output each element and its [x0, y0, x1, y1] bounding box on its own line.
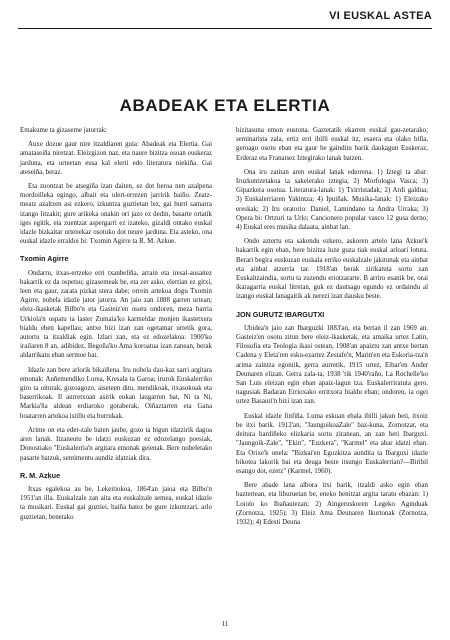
- section-heading: JON GURUTZ IBARGUTXI: [236, 309, 325, 319]
- paragraph: Itxas egalekoa au be, Lekeitiokoa, 1864'an jaioa eta Bilbo'n 1951'an illa. Euskalzale zan aita eta euskalzale semea, euskal idazle ta musikari. Euskal gai guztiei, baiña batez be gure izkuntzari, arlo guztietan, benetako: [20, 485, 212, 521]
- section-heading: R. M. Azkue: [20, 470, 61, 480]
- right-column: [236, 126, 428, 532]
- section-heading: Txomin Agirre: [20, 254, 69, 264]
- paragraph: bizitasuna emon eustona. Gaztetatik ekarren euskal gau-zetarako; seminarista zala, ertiz erri ibilli euskal itz, esaera eta olako billa, geroago osotu eban eta gaur be gainditu barik daukagun Euskeraz, Erderaz eta Franatsez Iztegirako lanak batzen.: [236, 127, 428, 162]
- article-title: ABADEAK ETA ELERTIA: [119, 96, 331, 115]
- paragraph: Eta zuontzat be atsegiña izan daiten, ez dot beroa nen azalpena mordoilleka egingo, albait eta ulert-errezen jarririk baiño. Zeatz-meatz azaltzen asi ezkero, izkuntza guztietan lez, gai burri samarra izango litzakit; gure arikeka onakin ori jazo ez dedin, basarte ortatik iges egitik, eta zuentzat aspergarri ez izateko, gizaldi ontako euskal idazle bizkaitar urtenekaz osotuko dot neure jarduna. Eta asteko, ona euskal idazle erraldoi bi: Txomin Agirre ta R. M. Azkue.: [20, 183, 212, 246]
- paragraph: Ubidea'n jaio zan Ibarguzki 1883'an, eta bertan il zan 1969 an. Gasteiz'en osotu zitun bere eleiz-ikasketak, eta amaika urtez Latin, Filosofia eta Teologia ikasi ostean, 1908'an apaiztu zan antxe bertan Cadena y Eleta'ren esku-ezartez Zestafe'n, Marin'en eta Eskoria-tza'n arima zaintza egoniik, gerra aurretik, 1915 urtez, Eibar'en Ander Deunaren elizan. Gerra zala-ta, 1938 'tik 1940'raño, La Rochelle'ko San Luis eleizan egin eban apaiz-lagun tza. Euskalerriratuta gero, nagusiak Badaran Errioxako erritxora bialdu eban; ondoren, ia ogei urtez Basauri'n bizi izan zan.: [236, 324, 428, 406]
- paragraph: Ondarru, itxas-ertzeko erri txanbeliña, arrain eta iresal-ausaitez bakarrik ez da ospetsu; gizasemeak be, eta zer asko, elertian ez gitxi, leen eta gaur, zarata pizkat stera dabe; orrein artekoa dogu Txomin Agirre, nobela idazle jator jatorra. An jaio zan 1888 garren urtean; eleiz-ikasketak Bilbo'n eta Gasteiz'en osotu ondoren, meza barria Urkiola'n ospatu ta laster Zumaia'ko karmeldar monjen ikastetxera bialdu eben kapellau; antxe bizi izan zan ogetamar urtetik gora, autortu ta itzaldiak egin. Izlari zan, eta ez edozelakoa: 1900'ko irailaren 8 an, adibidez, Begoña'ko Ama koroatua izan zanean, berak aldarrikatu eban sermoe bat.: [20, 269, 212, 360]
- paragraph: Idazle zan bere arlorik bikaiñena. Iru nobela dau-kaz sarri argitara emonak: Auñemendiko Lorea, Kresala ta Garoa; irurok Euskalerriko giro ta oiturak, gozoagozo, aiseteen ditu, mendikoak, itxasokoak eta baserrikoak. Il aurretxoan asirik eukan laugarren bat, Ni ta Ni, Markia'ña aldean erdiaroko goraberak, Oiñaztarren eta Gana boatarren artekoa istillu eta burrukak.: [20, 366, 212, 420]
- paragraph: Ona iru zatitan aren euskal lanak ederrena. 1) Iztegi ta abar: Iruzkuntzetakoa ta sakelerako iztegia, 2) Morfologia Vasca; 3) Gipazkera osotua. Literatura-lanak: 1) Txirristadak; 2) Ardi galdua; 3) Euskalerriaren Yakintza; 4) Ipuiñak. Musika-lanak: 1) Eleizako ereskak; 2) Iru oratorio: Daniel, Lamindano ta Andra Urraka; 3) Opera bi: Ortzuri ta Urlo; Cancionero popular vasco 12 gusa derno; 4) Euskal eres musika dalaata, ainbat lan.: [236, 168, 428, 232]
- paragraph: Euskal idazle finfiña. Luma eskuan ebala ibilli jakun beti, itxoiz be itxi barik. 1912'an, "JaungoikoaZale" baz-kuna, Zornotzar, eta deitura bardiñeko elizkaria sortu ziranean, an zan beti Ibarguxi. "Jaungoik-Zale", "Ekin", "Euzkera", "Karmel" eta abar idatzi eban. Eta Orixe'k onela: "Bizkai'en Eguzkitza aundita ta Ibarguxi idazle bikotea lakorik bai eta deuga beste itsungo Euskalerrian?—Biribil esango dot, ezetz" (Karmel, 1960).: [236, 412, 428, 475]
- running-header: VI EUSKAL ASTEA: [329, 10, 432, 22]
- header-rule: [18, 28, 432, 29]
- paragraph: Arime on eta eder-zale baten jaube, gozo ta bigun idatzirik dagoa aren lanak. Itzaneutu be idatzi euskuzan ez edozelango poesiak, Donostiako "Euskalerria'n argitara emonak geienak. Bere nobeletako pasarte batzuk, sentimentu aundiz idatziak dira.: [20, 426, 212, 462]
- paragraph: Bere abade lana albora itxi barik, itzaldi asko egin eban baztertean, eta liburuetan be, eneko benitzat argita taratu ebazan: 1) Loiolo ko Ibañautezan; 2) Aingeruskoren Legeko Aginduak (Zornotza, 1925); 3) Eleiz Ama Deunaren Ikurtonak (Zornotza, 1932); 4) Edesti Deuna: [236, 482, 428, 526]
- page-number: 11: [221, 620, 229, 628]
- left-column: [20, 126, 212, 527]
- paragraph: Auxe dozue gaur nire itzaldiaren guia: Abadeak eta Elertia. Gai amataseiña niretzat. Eleizgizon naz, eta naure bizitza osoan euskeraz jarduna, eta urteetan eusa kal elerti edo literatura niekiña. Gai ateseiña, beraz.: [20, 141, 212, 176]
- salutation: Emakume ta gizaseme jatorrak:: [20, 127, 108, 134]
- paragraph: Ondo aztertu eta sakondu ezkero, askoren artelo lana Azkue'k bakarrik egin eban, bere bizitza luze guza tiak euskal arloari lotuta. Berari begira euskuzan euskala erriko euskalzale jakitunak eta ainbat eta ainbat atzerria tar. 1918'an berak zirikatuta sortu zan Euskaltzaindia, sortu ta zuzendu eriotzararte. B arriro esanik be, orai ikaragarria euskal litretan, guk ez dautsagu egundo ez ordaindu al izango euskal lanagaitik ak nerezi izan dausku beste.: [236, 238, 428, 301]
